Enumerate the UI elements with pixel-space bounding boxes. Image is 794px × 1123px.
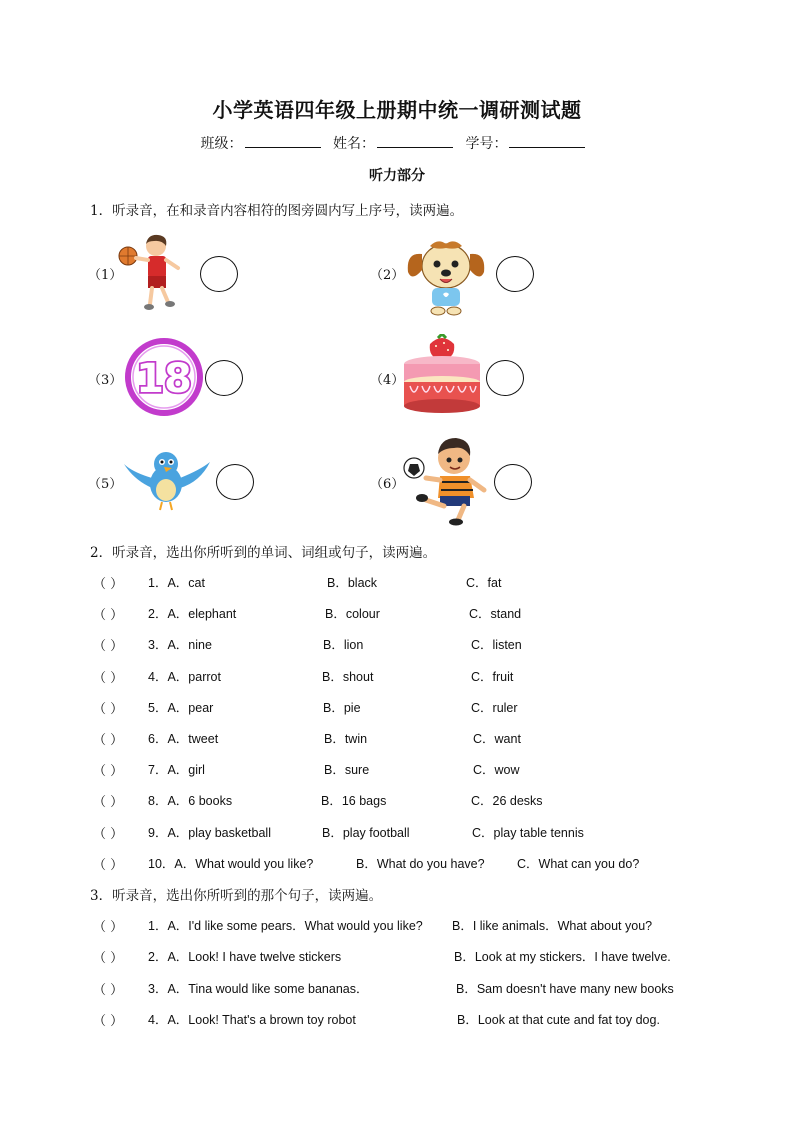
option-c: C．fat: [466, 576, 502, 590]
id-blank[interactable]: [509, 135, 585, 148]
option-b: B．shout: [322, 670, 374, 684]
option-b: B．I like animals．What about you?: [452, 919, 653, 933]
q2-row-6: [0, 729, 794, 749]
q2-row-9: [0, 823, 794, 843]
option-a: 1．A．I'd like some pears．What would you like?: [148, 919, 423, 933]
answer-blank[interactable]: （ ）: [93, 671, 124, 686]
option-a: 8．A．6 books: [148, 794, 233, 808]
option-c: C．listen: [471, 638, 522, 652]
option-c: C．26 desks: [471, 794, 543, 808]
answer-blank[interactable]: （ ）: [93, 827, 124, 842]
answer-blank[interactable]: （ ）: [93, 608, 124, 623]
answer-circle-6[interactable]: [494, 464, 532, 500]
option-a: 9．A．play basketball: [148, 826, 271, 840]
option-a: 6．A．tweet: [148, 732, 219, 746]
q1-item-2-number: （2）: [370, 268, 405, 283]
number-eighteen-icon: [124, 337, 204, 417]
name-blank[interactable]: [377, 135, 453, 148]
q2-row-7: [0, 760, 794, 780]
bird-icon: [122, 444, 212, 516]
page-title: 小学英语四年级上册期中统一调研测试题: [212, 98, 582, 122]
option-b: B．black: [327, 576, 378, 590]
dog-icon: [400, 232, 492, 318]
option-c: C．stand: [469, 607, 522, 621]
class-blank[interactable]: [245, 135, 321, 148]
option-a: 10．A．What would you like?: [148, 857, 314, 871]
option-c: C．What can you do?: [517, 857, 640, 871]
q2-row-1: [0, 573, 794, 593]
answer-blank[interactable]: （ ）: [93, 577, 124, 592]
option-a: 7．A．girl: [148, 763, 205, 777]
answer-blank[interactable]: （ ）: [93, 920, 124, 935]
option-c: C．want: [473, 732, 521, 746]
answer-circle-2[interactable]: [496, 256, 534, 292]
option-a: 3．A．nine: [148, 638, 212, 652]
eighteen-label: 18: [136, 356, 192, 402]
q2-row-2: [0, 604, 794, 624]
option-a: 2．A．elephant: [148, 607, 237, 621]
option-a: 5．A．pear: [148, 701, 214, 715]
student-info-line: [0, 133, 794, 153]
option-a: 1．A．cat: [148, 576, 205, 590]
q2-row-10: [0, 854, 794, 874]
q1-item-3-number: （3）: [88, 373, 123, 388]
answer-blank[interactable]: （ ）: [93, 983, 124, 998]
option-a: 4．A．parrot: [148, 670, 221, 684]
answer-blank[interactable]: （ ）: [93, 639, 124, 654]
option-a: 2．A．Look! I have twelve stickers: [148, 950, 342, 964]
q3-row-2: [0, 947, 794, 967]
answer-blank[interactable]: （ ）: [93, 764, 124, 779]
option-b: B．colour: [325, 607, 380, 621]
option-b: B．lion: [323, 638, 364, 652]
answer-circle-1[interactable]: [200, 256, 238, 292]
option-c: C．play table tennis: [472, 826, 584, 840]
answer-blank[interactable]: （ ）: [93, 858, 124, 873]
answer-circle-5[interactable]: [216, 464, 254, 500]
option-b: B．pie: [323, 701, 361, 715]
id-label: 学号：: [465, 136, 508, 152]
football-boy-icon: [400, 434, 492, 526]
q1-instruction: 1．听录音，在和录音内容相符的图旁圆内写上序号，读两遍。: [90, 203, 464, 219]
option-a: 4．A．Look! That's a brown toy robot: [148, 1013, 356, 1027]
option-b: B．sure: [324, 763, 370, 777]
option-b: B．Sam doesn't have many new books: [456, 982, 674, 996]
option-b: B．twin: [324, 732, 368, 746]
q3-row-1: [0, 916, 794, 936]
q3-row-4: [0, 1010, 794, 1030]
option-b: B．16 bags: [321, 794, 387, 808]
q2-instruction: 2．听录音，选出你所听到的单词、词组或句子，读两遍。: [90, 545, 437, 561]
answer-blank[interactable]: （ ）: [93, 702, 124, 717]
cake-icon: [400, 334, 484, 418]
q1-item-5-number: （5）: [88, 477, 123, 492]
q3-row-3: [0, 979, 794, 999]
option-b: B．play football: [322, 826, 410, 840]
q2-row-5: [0, 698, 794, 718]
answer-blank[interactable]: （ ）: [93, 1014, 124, 1029]
option-b: B．Look at that cute and fat toy dog.: [457, 1013, 660, 1027]
option-b: B．Look at my stickers．I have twelve.: [454, 950, 671, 964]
option-b: B．What do you have?: [356, 857, 485, 871]
option-a: 3．A．Tina would like some bananas．: [148, 982, 369, 996]
q2-row-8: [0, 791, 794, 811]
section-title: 听力部分: [369, 168, 425, 184]
answer-circle-4[interactable]: [486, 360, 524, 396]
answer-circle-3[interactable]: [205, 360, 243, 396]
q2-row-3: [0, 635, 794, 655]
option-c: C．fruit: [471, 670, 514, 684]
option-c: C．wow: [473, 763, 520, 777]
class-label: 班级：: [200, 136, 243, 152]
option-c: C．ruler: [471, 701, 518, 715]
q1-item-1-number: （1）: [88, 268, 123, 283]
answer-blank[interactable]: （ ）: [93, 795, 124, 810]
q1-item-6-number: （6）: [370, 477, 405, 492]
basketball-boy-icon: [118, 232, 186, 312]
name-label: 姓名：: [333, 136, 375, 152]
answer-blank[interactable]: （ ）: [93, 733, 124, 748]
q3-instruction: 3．听录音，选出你所听到的那个句子，读两遍。: [90, 888, 383, 904]
answer-blank[interactable]: （ ）: [93, 951, 124, 966]
q2-row-4: [0, 667, 794, 687]
q1-item-4-number: （4）: [370, 373, 405, 388]
